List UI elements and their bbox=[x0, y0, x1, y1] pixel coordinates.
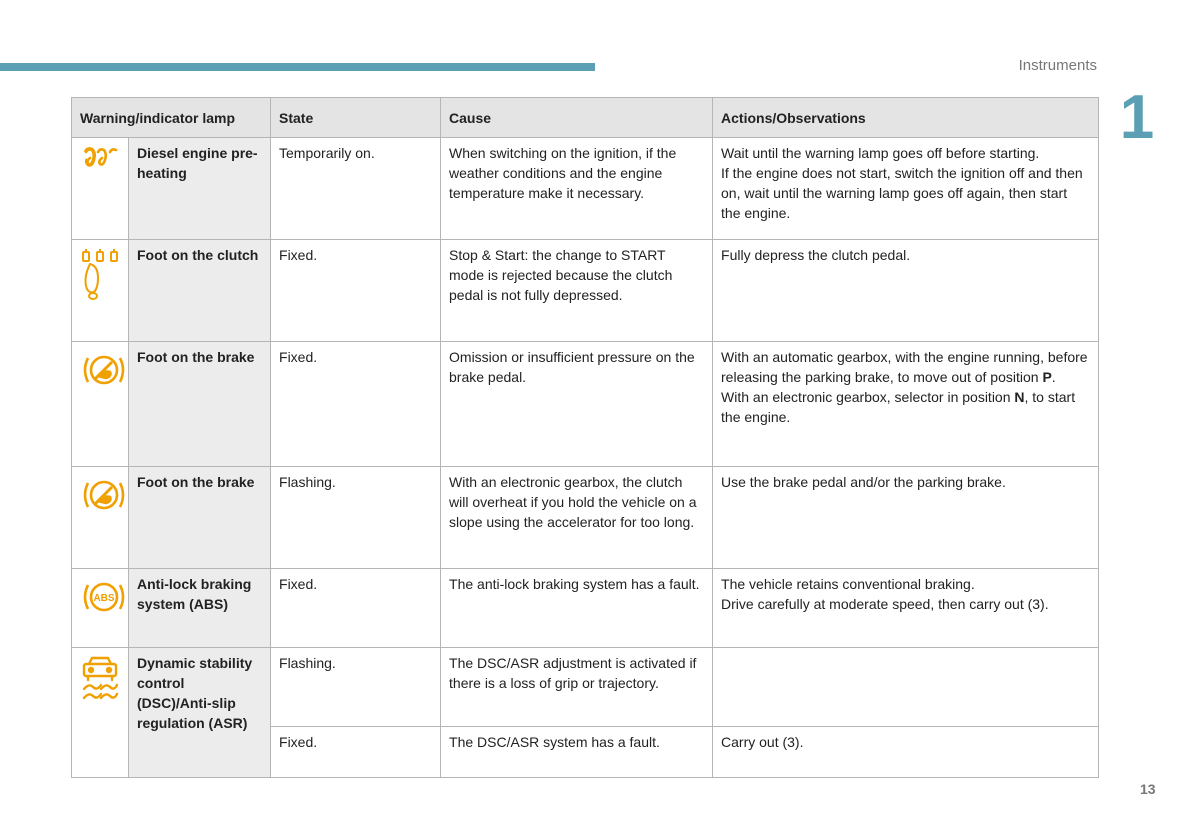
state-cell: Fixed. bbox=[271, 727, 441, 778]
lamp-name: Anti-lock braking system (ABS) bbox=[129, 569, 271, 648]
lamp-name: Foot on the clutch bbox=[129, 240, 271, 342]
preheating-coil-icon bbox=[83, 146, 117, 170]
cause-cell: The DSC/ASR adjustment is activated if there is a loss of grip or trajectory. bbox=[441, 648, 713, 727]
warning-lamp-table bbox=[71, 97, 1099, 778]
foot-on-brake-icon bbox=[80, 475, 128, 515]
chapter-number bbox=[1119, 83, 1155, 152]
lamp-name: Diesel engine pre-heating bbox=[129, 138, 271, 240]
dsc-asr-skid-icon bbox=[80, 656, 120, 702]
section-title: Instruments bbox=[1018, 57, 1097, 74]
action-line: Drive carefully at moderate speed, then carry out (3). bbox=[721, 596, 1049, 612]
state-cell: Fixed. bbox=[271, 240, 441, 342]
svg-text:1: 1 bbox=[1119, 83, 1155, 152]
cause-cell: With an electronic gearbox, the clutch will overheat if you hold the vehicle on a slope using the accelerator for too long. bbox=[441, 467, 713, 569]
lamp-name: Foot on the brake bbox=[129, 342, 271, 467]
cause-cell: Stop & Start: the change to START mode is rejected because the clutch pedal is not fully depressed. bbox=[441, 240, 713, 342]
table-row bbox=[72, 467, 1099, 569]
actions-cell bbox=[713, 240, 1099, 342]
cause-cell: The DSC/ASR system has a fault. bbox=[441, 727, 713, 778]
column-header-cause: Cause bbox=[441, 98, 713, 138]
table-header-row bbox=[72, 98, 1099, 138]
table-row bbox=[72, 138, 1099, 240]
cause-cell: Omission or insufficient pressure on the brake pedal. bbox=[441, 342, 713, 467]
cause-cell: When switching on the ignition, if the weather conditions and the engine temperature make it necessary. bbox=[441, 138, 713, 240]
action-line: Wait until the warning lamp goes off before starting. bbox=[721, 145, 1040, 161]
column-header-actions: Actions/Observations bbox=[713, 98, 1099, 138]
action-line: With an automatic gearbox, with the engine running, before releasing the parking brake, to move out of position P. bbox=[721, 349, 1088, 385]
table-row bbox=[72, 240, 1099, 342]
action-line: If the engine does not start, switch the ignition off and then on, wait until the warning lamp goes off again, then start the engine. bbox=[721, 165, 1083, 221]
abs-icon bbox=[80, 577, 128, 617]
actions-cell bbox=[713, 648, 1099, 727]
table-row bbox=[72, 342, 1099, 467]
page-number: 13 bbox=[1140, 781, 1156, 797]
table-row bbox=[72, 648, 1099, 727]
foot-on-clutch-icon bbox=[80, 248, 120, 300]
action-line: With an electronic gearbox, selector in position N, to start the engine. bbox=[721, 389, 1076, 425]
lamp-name: Foot on the brake bbox=[129, 467, 271, 569]
column-header-lamp: Warning/indicator lamp bbox=[72, 98, 271, 138]
state-cell: Flashing. bbox=[271, 467, 441, 569]
action-line: Fully depress the clutch pedal. bbox=[721, 247, 911, 263]
table-row bbox=[72, 569, 1099, 648]
state-cell: Fixed. bbox=[271, 569, 441, 648]
lamp-name: Dynamic stability control (DSC)/Anti-slip regulation (ASR) bbox=[129, 648, 271, 778]
column-header-state: State bbox=[271, 98, 441, 138]
cause-cell: The anti-lock braking system has a fault. bbox=[441, 569, 713, 648]
state-cell: Flashing. bbox=[271, 648, 441, 727]
action-line: The vehicle retains conventional braking. bbox=[721, 576, 975, 592]
foot-on-brake-icon bbox=[80, 350, 128, 390]
actions-cell bbox=[713, 569, 1099, 648]
action-line: Carry out (3). bbox=[721, 734, 804, 750]
action-line: Use the brake pedal and/or the parking brake. bbox=[721, 474, 1006, 490]
actions-cell bbox=[713, 138, 1099, 240]
header-accent-bar bbox=[0, 63, 595, 71]
state-cell: Temporarily on. bbox=[271, 138, 441, 240]
actions-cell bbox=[713, 342, 1099, 467]
actions-cell bbox=[713, 727, 1099, 778]
svg-text:ABS: ABS bbox=[93, 593, 115, 604]
state-cell: Fixed. bbox=[271, 342, 441, 467]
actions-cell bbox=[713, 467, 1099, 569]
